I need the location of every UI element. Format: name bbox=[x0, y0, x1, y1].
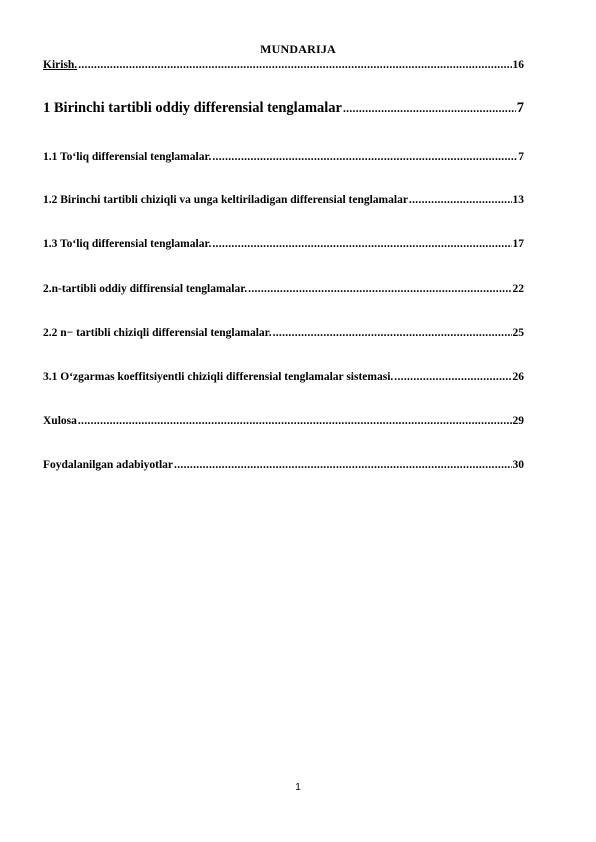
toc-page-number: 29 bbox=[512, 415, 524, 427]
toc-entry-label: 1 Birinchi tartibli oddiy differensial tenglamalar bbox=[43, 100, 342, 116]
toc-page-number: 25 bbox=[512, 327, 524, 339]
toc-leader-dots bbox=[343, 101, 516, 118]
toc-leader-dots bbox=[212, 237, 511, 251]
toc-entry-1-2[interactable] bbox=[43, 193, 524, 207]
toc-leader-dots bbox=[248, 282, 511, 296]
toc-leader-dots bbox=[174, 458, 511, 472]
toc-entry-3-1[interactable] bbox=[43, 370, 524, 384]
toc-entry-kirish[interactable] bbox=[43, 58, 524, 72]
toc-entry-label: 1.1 To‘liq differensial tenglamalar. bbox=[43, 151, 212, 163]
toc-leader-dots bbox=[78, 414, 512, 428]
document-title: MUNDARIJA bbox=[260, 42, 336, 56]
toc-leader-dots bbox=[212, 150, 517, 164]
toc-entry-label: 3.1 O‘zgarmas koeffitsiyentli chiziqli differensial tenglamalar sistemasi. bbox=[43, 371, 394, 383]
toc-leader-dots bbox=[273, 326, 512, 340]
toc-entry-2-2[interactable] bbox=[43, 326, 524, 340]
toc-page-number: 13 bbox=[512, 194, 524, 206]
toc-entry-label: 1.3 To‘liq differensial tenglamalar. bbox=[43, 238, 212, 250]
toc-entry-label: 1.2 Birinchi tartibli chiziqli va unga keltiriladigan differensial tenglamalar bbox=[43, 194, 408, 206]
toc-leader-dots bbox=[409, 193, 512, 207]
toc-entry-adabiyotlar[interactable] bbox=[43, 458, 524, 472]
toc-page-number: 26 bbox=[512, 371, 524, 383]
toc-page-number: 16 bbox=[512, 59, 524, 71]
toc-page-number: 30 bbox=[512, 459, 524, 471]
toc-page-number: 22 bbox=[512, 283, 524, 295]
toc-leader-dots bbox=[394, 370, 511, 384]
toc-entry-xulosa[interactable] bbox=[43, 414, 524, 428]
page-number: 1 bbox=[295, 782, 301, 793]
toc-entry-label: Foydalanilgan adabiyotlar bbox=[43, 459, 174, 471]
toc-entry-label: Xulosa bbox=[43, 415, 77, 427]
toc-entry-2[interactable] bbox=[43, 282, 524, 296]
toc-leader-dots bbox=[78, 58, 511, 72]
toc-page-number: 7 bbox=[518, 151, 524, 163]
toc-entry-chapter-1[interactable] bbox=[43, 100, 524, 118]
toc-entry-label: Kirish. bbox=[43, 59, 78, 71]
toc-entry-1-1[interactable] bbox=[43, 150, 524, 164]
toc-entry-label: 2.n-tartibli oddiy diffirensial tenglamalar. bbox=[43, 283, 248, 295]
toc-entry-1-3[interactable] bbox=[43, 237, 524, 251]
toc-page-number: 17 bbox=[512, 238, 524, 250]
toc-page-number: 7 bbox=[516, 100, 524, 116]
toc-entry-label: 2.2 n− tartibli chiziqli differensial tenglamalar. bbox=[43, 327, 272, 339]
